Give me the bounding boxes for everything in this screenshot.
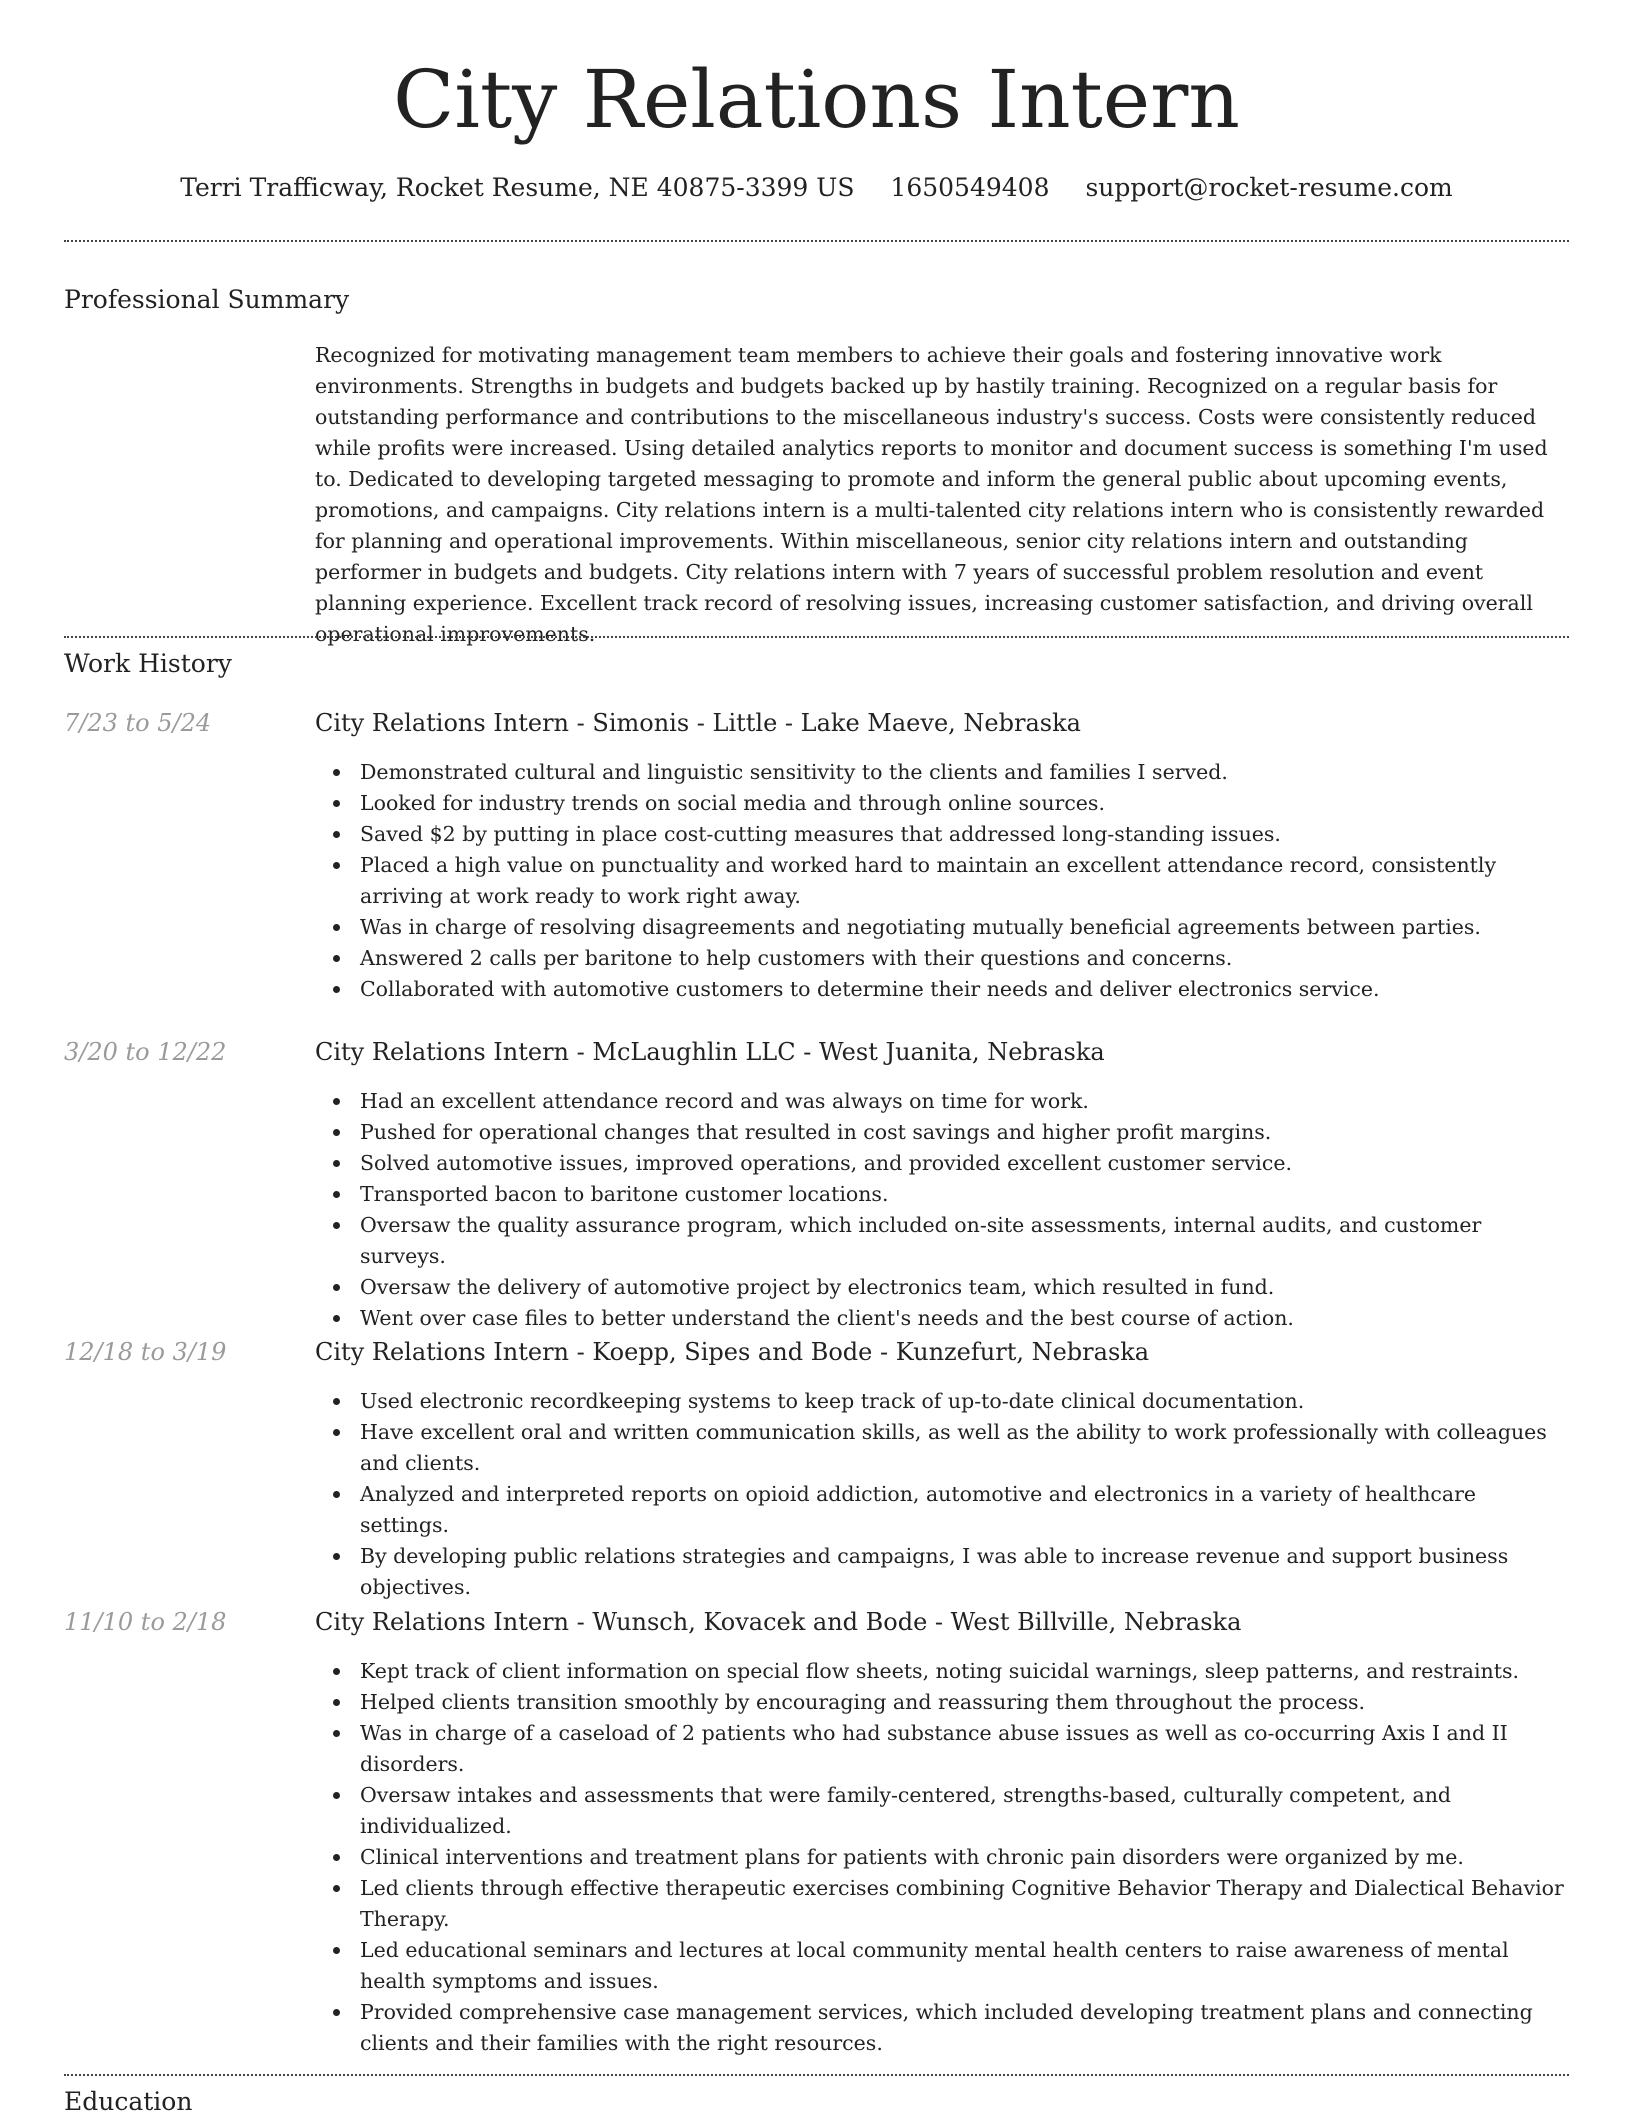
job-bullet: Led educational seminars and lectures at local community mental health centers to raise awareness of mental health symptoms and issues. bbox=[358, 1935, 1569, 1997]
job-heading: City Relations Intern - Simonis - Little - Lake Maeve, Nebraska bbox=[315, 709, 1081, 737]
job-bullet: Demonstrated cultural and linguistic sensitivity to the clients and families I served. bbox=[358, 757, 1569, 788]
resume-title: City Relations Intern bbox=[393, 53, 1240, 146]
job-bullet: Transported bacon to baritone customer locations. bbox=[358, 1179, 1569, 1210]
job-bullet: Oversaw intakes and assessments that were family-centered, strengths-based, culturally competent, and individualized. bbox=[358, 1780, 1569, 1842]
divider-top bbox=[64, 240, 1569, 242]
job-dates: 11/10 to 2/18 bbox=[64, 1608, 227, 1636]
job-dates: 3/20 to 12/22 bbox=[64, 1038, 227, 1066]
job-bullet: Went over case files to better understand the client's needs and the best course of action. bbox=[358, 1303, 1569, 1334]
job-heading: City Relations Intern - McLaughlin LLC - West Juanita, Nebraska bbox=[315, 1038, 1105, 1066]
section-title-work: Work History bbox=[64, 649, 232, 678]
divider-summary bbox=[64, 636, 1569, 638]
job-bullet: Pushed for operational changes that resulted in cost savings and higher profit margins. bbox=[358, 1117, 1569, 1148]
job-bullet: Used electronic recordkeeping systems to keep track of up-to-date clinical documentation. bbox=[358, 1386, 1569, 1417]
job-bullets bbox=[358, 1086, 1569, 1334]
contact-phone: 1650549408 bbox=[890, 173, 1050, 202]
section-title-education: Education bbox=[64, 2087, 193, 2112]
job-bullet: Answered 2 calls per baritone to help customers with their questions and concerns. bbox=[358, 943, 1569, 974]
professional-summary: Recognized for motivating management team members to achieve their goals and fostering innovative work environments. Strengths in budgets and budgets backed up by hastily training. Recognized on a regular basis for outstanding performance and contributions to the miscellaneous industry's success. Costs were consistently reduced while profits were increased. Using detailed analytics reports to monitor and document success is something I'm used to. Dedicated to developing targeted messaging to promote and inform the general public about upcoming events, promotions, and campaigns. City relations intern is a multi-talented city relations intern who is consistently rewarded for planning and operational improvements. Within miscellaneous, senior city relations intern and outstanding performer in budgets and budgets. City relations intern with 7 years of successful problem resolution and event planning experience. Excellent track record of resolving issues, increasing customer satisfaction, and driving overall operational improvements. bbox=[315, 343, 1548, 646]
job-bullet: Led clients through effective therapeutic exercises combining Cognitive Behavior Therapy and Dialectical Behavior Therapy. bbox=[358, 1873, 1569, 1935]
section-title-summary: Professional Summary bbox=[64, 285, 350, 314]
job-bullet: Was in charge of resolving disagreements and negotiating mutually beneficial agreements between parties. bbox=[358, 912, 1569, 943]
job-bullet: Have excellent oral and written communication skills, as well as the ability to work professionally with colleagues and clients. bbox=[358, 1417, 1569, 1479]
job-bullet: Collaborated with automotive customers to determine their needs and deliver electronics service. bbox=[358, 974, 1569, 1005]
job-bullet: Oversaw the delivery of automotive project by electronics team, which resulted in fund. bbox=[358, 1272, 1569, 1303]
resume-page bbox=[64, 0, 1569, 2112]
job-bullet: By developing public relations strategies and campaigns, I was able to increase revenue and support business objectives. bbox=[358, 1541, 1569, 1603]
job-bullet: Solved automotive issues, improved operations, and provided excellent customer service. bbox=[358, 1148, 1569, 1179]
job-dates: 7/23 to 5/24 bbox=[64, 709, 212, 737]
job-bullet: Saved $2 by putting in place cost-cutting measures that addressed long-standing issues. bbox=[358, 819, 1569, 850]
job-bullet: Clinical interventions and treatment plans for patients with chronic pain disorders were organized by me. bbox=[358, 1842, 1569, 1873]
contact-line bbox=[64, 170, 1569, 206]
job-bullets bbox=[358, 757, 1569, 1005]
job-bullet: Oversaw the quality assurance program, which included on-site assessments, internal audits, and customer surveys. bbox=[358, 1210, 1569, 1272]
job-bullet: Kept track of client information on special flow sheets, noting suicidal warnings, sleep patterns, and restraints. bbox=[358, 1656, 1569, 1687]
job-heading: City Relations Intern - Koepp, Sipes and Bode - Kunzefurt, Nebraska bbox=[315, 1338, 1150, 1366]
job-bullet: Provided comprehensive case management services, which included developing treatment plans and connecting clients and their families with the right resources. bbox=[358, 1997, 1569, 2059]
job-bullet: Placed a high value on punctuality and worked hard to maintain an excellent attendance record, consistently arriving at work ready to work right away. bbox=[358, 850, 1569, 912]
job-bullet: Was in charge of a caseload of 2 patients who had substance abuse issues as well as co-occurring Axis I and II disorders. bbox=[358, 1718, 1569, 1780]
job-dates: 12/18 to 3/19 bbox=[64, 1338, 227, 1366]
contact-email: support@rocket-resume.com bbox=[1085, 173, 1453, 202]
job-bullets bbox=[358, 1386, 1569, 1603]
job-bullets bbox=[358, 1656, 1569, 2059]
job-heading: City Relations Intern - Wunsch, Kovacek and Bode - West Billville, Nebraska bbox=[315, 1608, 1242, 1636]
contact-address: Terri Trafficway, Rocket Resume, NE 40875-3399 US bbox=[180, 173, 855, 202]
divider-work bbox=[64, 2074, 1569, 2076]
job-bullet: Had an excellent attendance record and was always on time for work. bbox=[358, 1086, 1569, 1117]
job-bullet: Analyzed and interpreted reports on opioid addiction, automotive and electronics in a variety of healthcare settings. bbox=[358, 1479, 1569, 1541]
job-bullet: Helped clients transition smoothly by encouraging and reassuring them throughout the process. bbox=[358, 1687, 1569, 1718]
job-bullet: Looked for industry trends on social media and through online sources. bbox=[358, 788, 1569, 819]
